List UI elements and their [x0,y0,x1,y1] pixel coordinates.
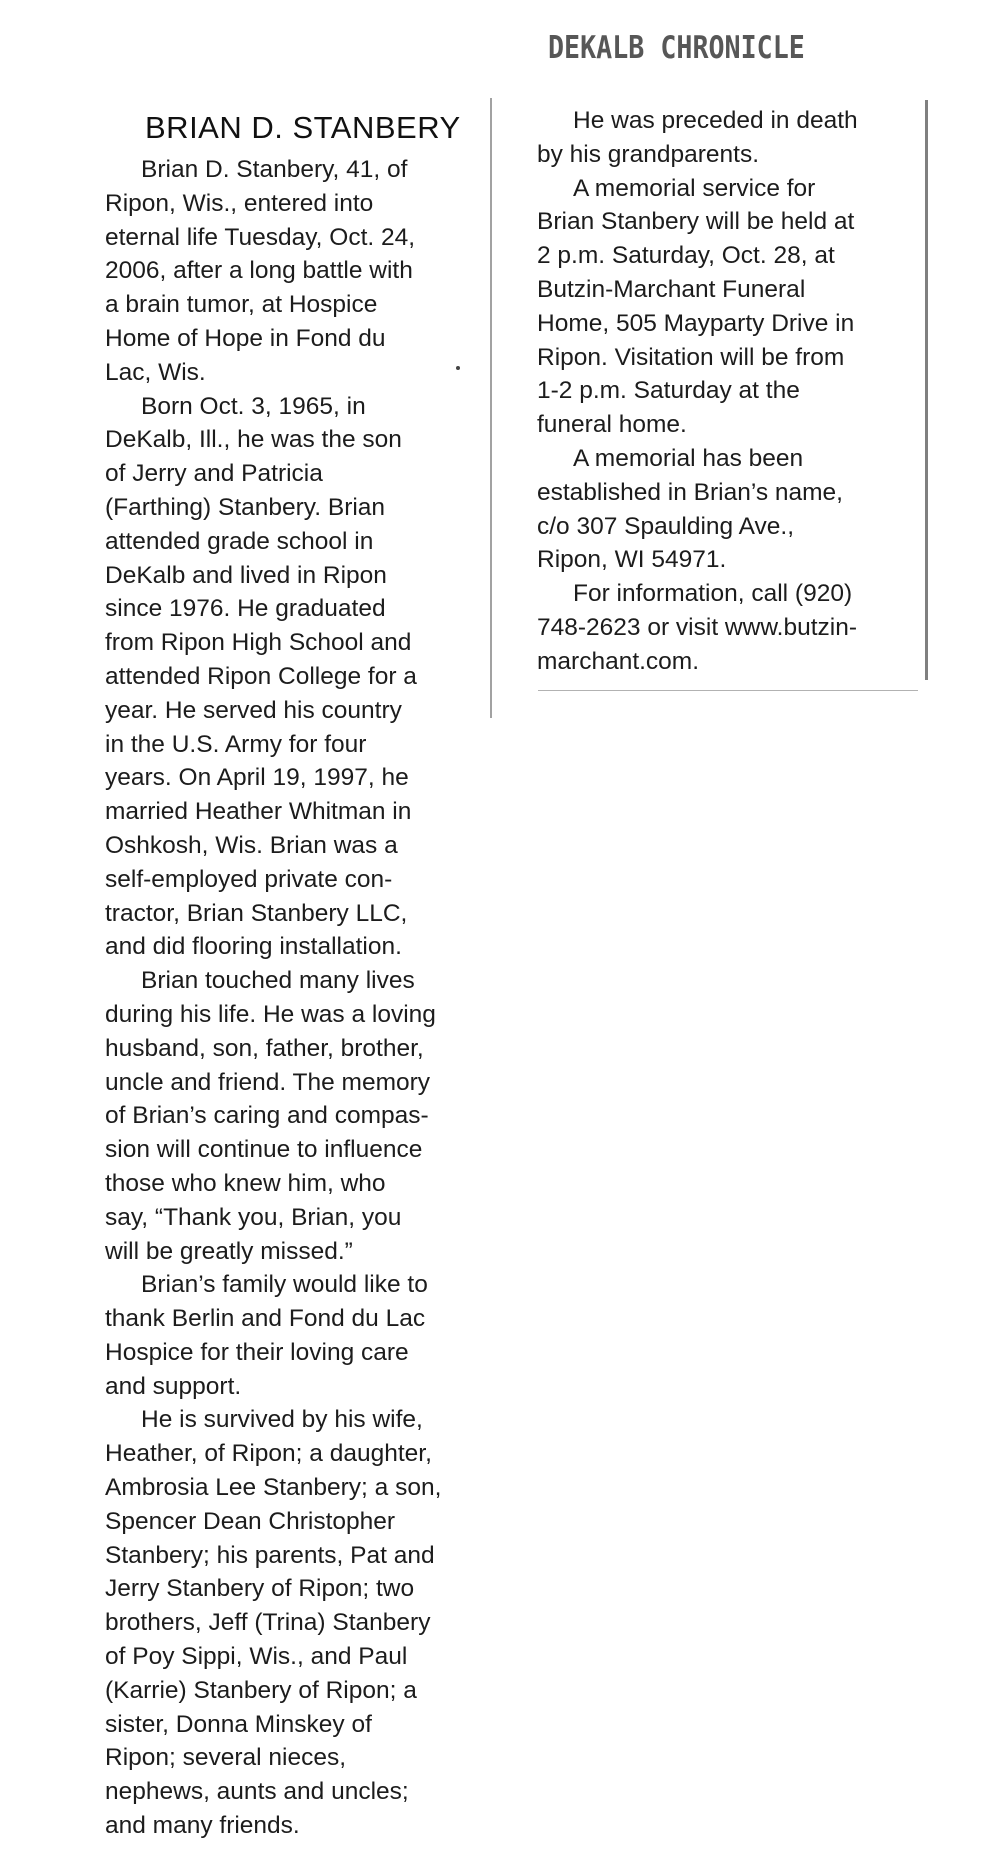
obituary-title: BRIAN D. STANBERY [145,110,461,145]
paragraph-biography: Born Oct. 3, 1965, in DeKalb, Ill., he was the son of Jerry and Patricia (Farthing) Stanbery. Brian attended grade school in DeKalb and lived in Ripon since 1976. He graduated from Ripon High School and attended Ripon College for a year. He served his country in the U.S. Army for four years. On April 19, 1997, he married Heather Whitman in Oshkosh, Wis. Brian was a self-employed private con- tractor, Brian Stanbery LLC, and did flooring installation. [105,392,417,961]
paragraph-death-notice: Brian D. Stanbery, 41, of Ripon, Wis., entered into eternal life Tuesday, Oct. 24, 2006, after a long battle with a brain tumor, at Hospice Home of Hope in Fond du Lac, Wis. [105,156,416,386]
paragraph-memorial: A memorial has been established in Brian’s name, c/o 307 Spaulding Ave., Ripon, WI 54971. [537,444,843,574]
newspaper-stamp: DEKALB CHRONICLE [548,30,805,66]
column-end-rule [538,690,918,691]
paragraph-survivors: He is survived by his wife, Heather, of Ripon; a daughter, Ambrosia Lee Stanbery; a son, Spencer Dean Christopher Stanbery; his parents, Pat and Jerry Stanbery of Ripon; two brothers, Jeff (Trina) Stanbery of Poy Sippi, Wis., and Paul (Karrie) Stanbery of Ripon; a sister, Donna Minskey of Ripon; several nieces, nephews, aunts and uncles; and many friends. [105,1406,442,1840]
paragraph-tribute: Brian touched many lives during his life. He was a loving husband, son, father, brother, uncle and friend. The memory of Brian’s caring and compas- sion will continue to influence those who knew him, who say, “Thank you, Brian, you will be greatly missed.” [105,967,436,1265]
clipping-edge [925,100,928,680]
paragraph-preceded: He was preceded in death by his grandparents. [537,107,858,168]
paragraph-contact: For information, call (920) 748-2623 or visit www.butzin- marchant.com. [537,580,858,675]
paragraph-thanks: Brian’s family would like to thank Berlin and Fond du Lac Hospice for their loving care and support. [105,1271,428,1400]
column-divider [490,98,492,718]
obituary-left-column [105,153,490,1843]
obituary-right-column [537,104,917,679]
paragraph-service: A memorial service for Brian Stanbery will be held at 2 p.m. Saturday, Oct. 28, at Butzin-Marchant Funeral Home, 505 Mayparty Drive in Ripon. Visitation will be from 1-2 p.m. Saturday at the funeral home. [537,174,855,439]
